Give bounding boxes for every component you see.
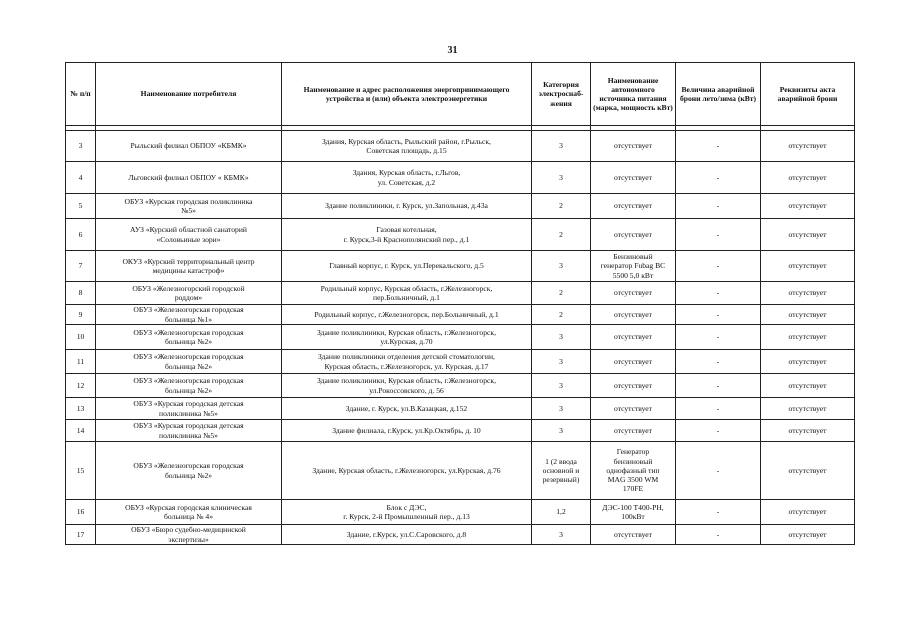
cell-source: ДЭС-100 Т400-РН, 100кВт: [591, 500, 676, 525]
cell-reserve: -: [676, 131, 761, 162]
table-row: [66, 282, 855, 305]
cell-source: отсутствует: [591, 194, 676, 219]
cell-consumer: ОБУЗ «Курская городская поликлиника №5»: [96, 194, 282, 219]
cell-category: 2: [532, 305, 591, 325]
cell-act: отсутствует: [761, 500, 855, 525]
cell-reserve: -: [676, 374, 761, 398]
cell-reserve: -: [676, 305, 761, 325]
table-row: [66, 194, 855, 219]
cell-address: Здание филиала, г.Курск, ул.Кр.Октябрь, д. 10: [282, 420, 532, 442]
cell-source: Бензиновый генератор Fubag BC 5500 5,0 кВт: [591, 251, 676, 282]
header-category: Категория электроснаб-жения: [532, 63, 591, 126]
cell-num: 16: [66, 500, 96, 525]
cell-category: 2: [532, 282, 591, 305]
cell-num: 17: [66, 525, 96, 545]
cell-act: отсутствует: [761, 194, 855, 219]
cell-source: отсутствует: [591, 282, 676, 305]
cell-num: 4: [66, 162, 96, 194]
page-number: 31: [447, 45, 458, 56]
cell-act: отсутствует: [761, 305, 855, 325]
cell-consumer: ОБУЗ «Курская городская детская поликлиника №5»: [96, 420, 282, 442]
cell-source: отсутствует: [591, 305, 676, 325]
cell-act: отсутствует: [761, 282, 855, 305]
cell-address: Здание поликлиники, Курская область, г.Железногорск, ул.Курская, д.70: [282, 325, 532, 350]
cell-reserve: -: [676, 442, 761, 500]
table-row: [66, 398, 855, 420]
table-row: [66, 500, 855, 525]
cell-num: 8: [66, 282, 96, 305]
cell-source: отсутствует: [591, 350, 676, 374]
cell-category: 1,2: [532, 500, 591, 525]
cell-source: отсутствует: [591, 525, 676, 545]
cell-reserve: -: [676, 194, 761, 219]
cell-consumer: ОБУЗ «Железногорская городская больница №2»: [96, 442, 282, 500]
cell-address: Здание, г.Курск, ул.С.Саровского, д.8: [282, 525, 532, 545]
cell-act: отсутствует: [761, 131, 855, 162]
cell-num: 15: [66, 442, 96, 500]
cell-act: отсутствует: [761, 251, 855, 282]
table-body: [66, 131, 855, 545]
cell-consumer: ОКУЗ «Курский территориальный центр медицины катастроф»: [96, 251, 282, 282]
cell-act: отсутствует: [761, 325, 855, 350]
header-consumer: Наименование потребителя: [96, 63, 282, 126]
cell-address: Здания, Курская область, г.Льгов, ул. Советская, д.2: [282, 162, 532, 194]
cell-category: 3: [532, 131, 591, 162]
cell-num: 5: [66, 194, 96, 219]
table-row: [66, 525, 855, 545]
table-row: [66, 219, 855, 251]
cell-num: 10: [66, 325, 96, 350]
cell-act: отсутствует: [761, 350, 855, 374]
cell-category: 3: [532, 325, 591, 350]
cell-consumer: Рыльский филиал ОБПОУ «КБМК»: [96, 131, 282, 162]
header-address: Наименование и адрес расположения энергопринимающего устройства и (или) объекта электроэнергетики: [282, 63, 532, 126]
cell-category: 2: [532, 194, 591, 219]
cell-reserve: -: [676, 398, 761, 420]
cell-reserve: -: [676, 282, 761, 305]
cell-category: 3: [532, 162, 591, 194]
table-row: [66, 350, 855, 374]
cell-category: 3: [532, 350, 591, 374]
cell-source: отсутствует: [591, 219, 676, 251]
cell-address: Здание, Курская область, г.Железногорск, ул.Курская, д.76: [282, 442, 532, 500]
cell-act: отсутствует: [761, 525, 855, 545]
cell-num: 9: [66, 305, 96, 325]
table-row: [66, 131, 855, 162]
cell-num: 12: [66, 374, 96, 398]
cell-consumer: Льговский филиал ОБПОУ « КБМК»: [96, 162, 282, 194]
cell-reserve: -: [676, 525, 761, 545]
cell-address: Здание поликлиники отделения детской стоматологии, Курская область, г.Железногорск, ул. Курская, д.17: [282, 350, 532, 374]
header-source: Наименование автономного источника питания (марка, мощность кВт): [591, 63, 676, 126]
cell-source: отсутствует: [591, 131, 676, 162]
consumers-table: [65, 62, 855, 545]
cell-consumer: ОБУЗ «Железногорская городская больница №1»: [96, 305, 282, 325]
cell-category: 3: [532, 251, 591, 282]
cell-consumer: ОБУЗ «Железногорская городская больница №2»: [96, 350, 282, 374]
cell-act: отсутствует: [761, 162, 855, 194]
header-num: № п/п: [66, 63, 96, 126]
cell-address: Здание поликлиники, г. Курск, ул.Запольная, д.43а: [282, 194, 532, 219]
table-row: [66, 251, 855, 282]
cell-source: Генератор бензиновый однофазный тип MAG 3500 WM 170FE: [591, 442, 676, 500]
cell-address: Главный корпус, г. Курск, ул.Перекальского, д.5: [282, 251, 532, 282]
cell-address: Родильный корпус, г.Железногорск, пер.Больничный, д.1: [282, 305, 532, 325]
cell-address: Здание, г. Курск, ул.В.Казацкая, д.152: [282, 398, 532, 420]
cell-act: отсутствует: [761, 374, 855, 398]
cell-category: 2: [532, 219, 591, 251]
cell-consumer: АУЗ «Курский областной санаторий «Соловьиные зори»: [96, 219, 282, 251]
table-row: [66, 420, 855, 442]
cell-reserve: -: [676, 162, 761, 194]
cell-address: Газовая котельная, г. Курск,3-й Краснополянский пер., д.1: [282, 219, 532, 251]
cell-reserve: -: [676, 325, 761, 350]
table-row: [66, 305, 855, 325]
cell-num: 11: [66, 350, 96, 374]
cell-address: Блок с ДЭС, г. Курск, 2-й Промышленный пер., д.13: [282, 500, 532, 525]
cell-num: 3: [66, 131, 96, 162]
header-row: [66, 63, 855, 126]
cell-address: Родильный корпус, Курская область, г.Железногорск, пер.Больничный, д.1: [282, 282, 532, 305]
cell-reserve: -: [676, 219, 761, 251]
table-row: [66, 374, 855, 398]
cell-act: отсутствует: [761, 420, 855, 442]
cell-act: отсутствует: [761, 398, 855, 420]
cell-reserve: -: [676, 420, 761, 442]
cell-source: отсутствует: [591, 162, 676, 194]
cell-address: Здание поликлиники, Курская область, г.Железногорск, ул.Рокоссовского, д. 56: [282, 374, 532, 398]
cell-consumer: ОБУЗ «Железногорский городской роддом»: [96, 282, 282, 305]
cell-source: отсутствует: [591, 420, 676, 442]
cell-source: отсутствует: [591, 374, 676, 398]
cell-act: отсутствует: [761, 442, 855, 500]
cell-consumer: ОБУЗ «Курская городская клиническая больница № 4»: [96, 500, 282, 525]
cell-address: Здания, Курская область, Рыльский район, г.Рыльск, Советская площадь, д.15: [282, 131, 532, 162]
cell-source: отсутствует: [591, 325, 676, 350]
cell-num: 7: [66, 251, 96, 282]
cell-category: 3: [532, 374, 591, 398]
table-row: [66, 162, 855, 194]
cell-num: 6: [66, 219, 96, 251]
cell-consumer: ОБУЗ «Железногорская городская больница №2»: [96, 374, 282, 398]
cell-num: 14: [66, 420, 96, 442]
cell-category: 1 (2 ввода основной и резервный): [532, 442, 591, 500]
header-reserve: Величина аварийной брони лето/зима (кВт): [676, 63, 761, 126]
cell-reserve: -: [676, 251, 761, 282]
table-row: [66, 442, 855, 500]
cell-consumer: ОБУЗ «Курская городская детская поликлиника №5»: [96, 398, 282, 420]
cell-reserve: -: [676, 500, 761, 525]
cell-category: 3: [532, 420, 591, 442]
header-act: Реквизиты акта аварийной брони: [761, 63, 855, 126]
cell-category: 3: [532, 525, 591, 545]
cell-act: отсутствует: [761, 219, 855, 251]
table-row: [66, 325, 855, 350]
cell-reserve: -: [676, 350, 761, 374]
cell-source: отсутствует: [591, 398, 676, 420]
cell-consumer: ОБУЗ «Бюро судебно-медицинской экспертизы»: [96, 525, 282, 545]
cell-consumer: ОБУЗ «Железногорская городская больница №2»: [96, 325, 282, 350]
cell-num: 13: [66, 398, 96, 420]
cell-category: 3: [532, 398, 591, 420]
